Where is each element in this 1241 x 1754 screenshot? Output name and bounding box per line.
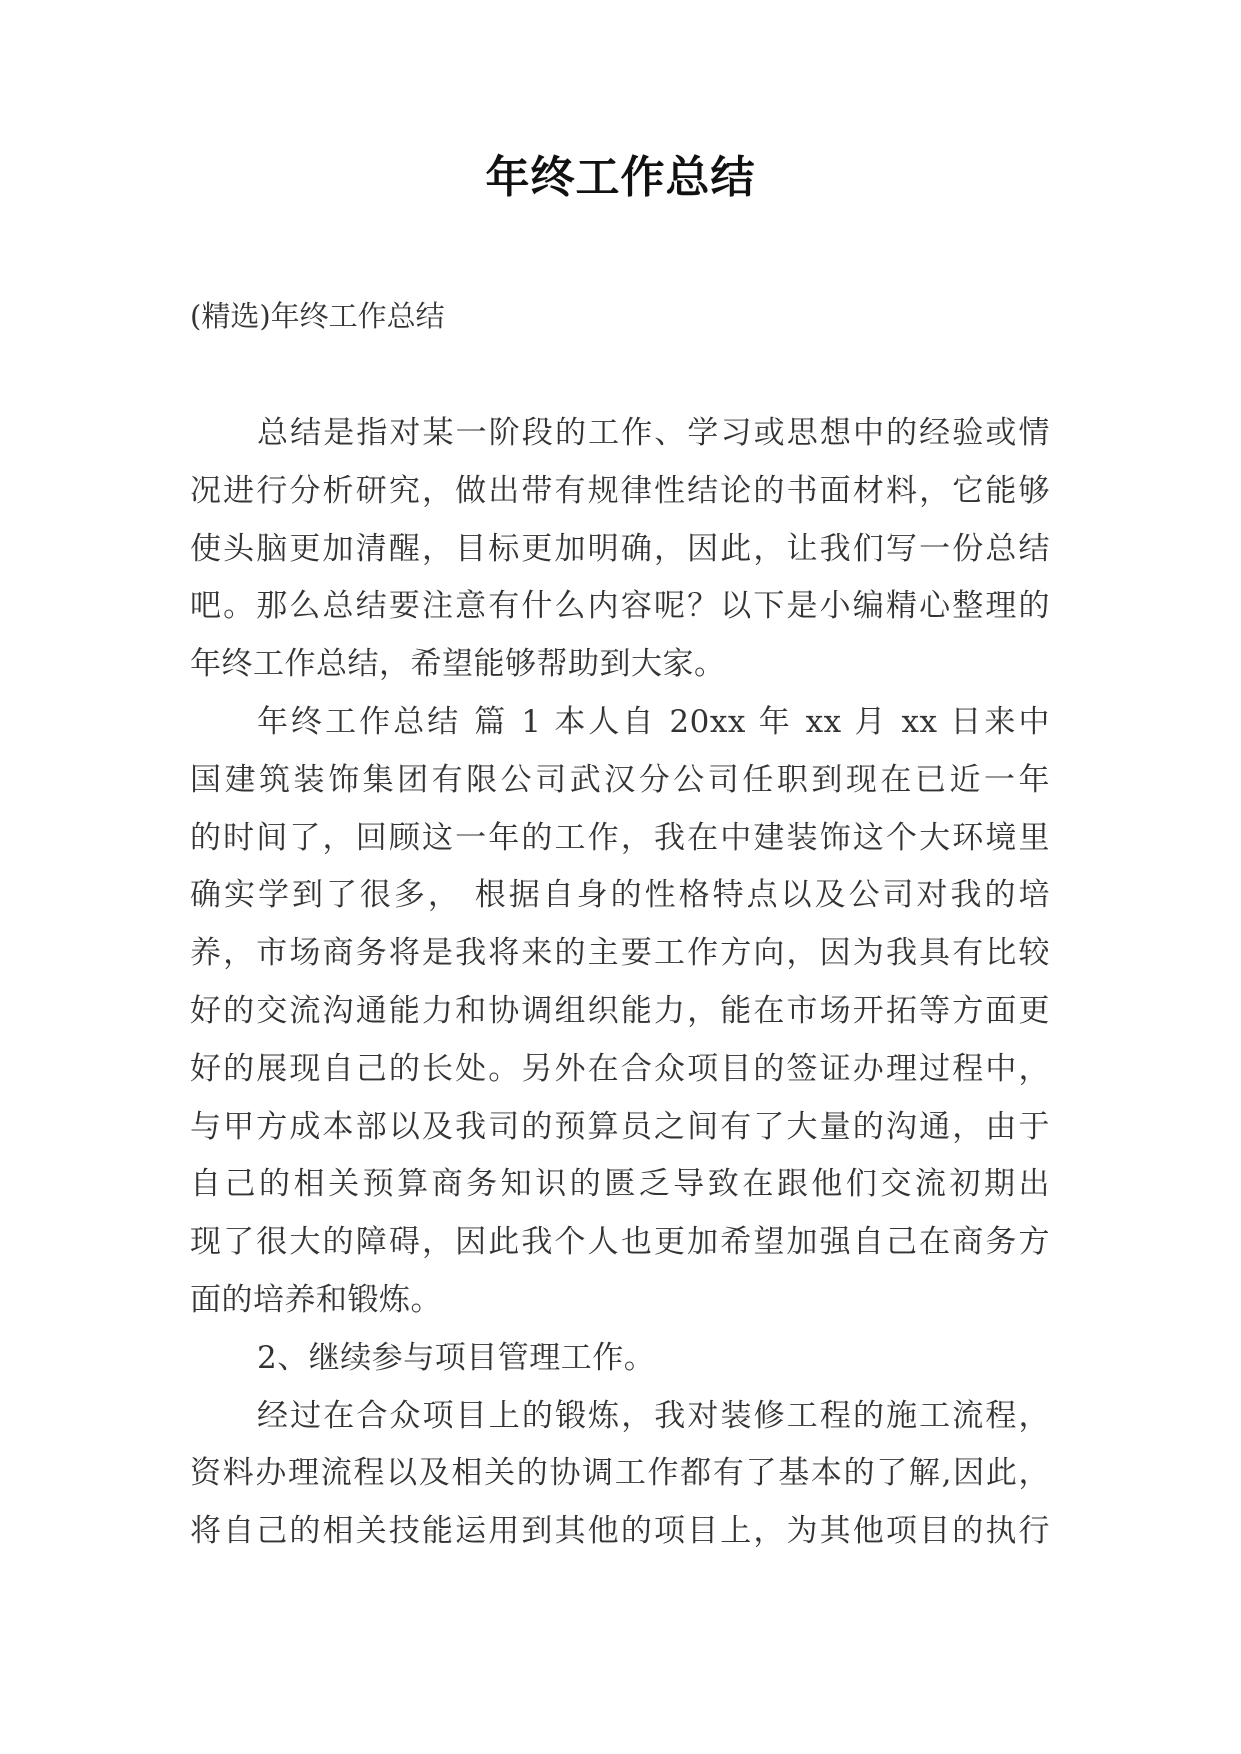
text-line: 面的培养和锻炼。 — [190, 1281, 442, 1318]
text-line: 确实学到了很多， 根据自身的性格特点以及公司对我的培 — [190, 877, 1050, 914]
text-line: 经过在合众项目上的锻炼，我对装修工程的施工流程， — [257, 1397, 1050, 1434]
document-body — [190, 405, 1050, 1561]
text-line: 资料办理流程以及相关的协调工作都有了基本的了解,因此， — [190, 1455, 1050, 1492]
document-subtitle: (精选)年终工作总结 — [190, 299, 445, 333]
text-line: 养，市场商务将是我将来的主要工作方向，因为我具有比较 — [190, 935, 1050, 972]
text-line: 总结是指对某一阶段的工作、学习或思想中的经验或情 — [257, 415, 1050, 451]
text-line: 好的展现自己的长处。另外在合众项目的签证办理过程中， — [190, 1050, 1050, 1087]
text-line: 况进行分析研究，做出带有规律性结论的书面材料，它能够 — [190, 472, 1050, 509]
document-title: 年终工作总结 — [485, 152, 756, 203]
text-line: 自己的相关预算商务知识的匮乏导致在跟他们交流初期出 — [190, 1166, 1050, 1203]
text-line: 吧。那么总结要注意有什么内容呢？以下是小编精心整理的 — [190, 588, 1050, 625]
text-line: 使头脑更加清醒，目标更加明确，因此，让我们写一份总结 — [190, 530, 1050, 567]
text-line: 的时间了，回顾这一年的工作，我在中建装饰这个大环境里 — [190, 819, 1050, 856]
text-line: 将自己的相关技能运用到其他的项目上，为其他项目的执行 — [190, 1513, 1050, 1550]
text-line: 国建筑装饰集团有限公司武汉分公司任职到现在已近一年 — [190, 761, 1050, 798]
text-line: 现了很大的障碍，因此我个人也更加希望加强自己在商务方 — [190, 1224, 1050, 1261]
text-line: 好的交流沟通能力和协调组织能力，能在市场开拓等方面更 — [190, 992, 1050, 1029]
text-line: 与甲方成本部以及我司的预算员之间有了大量的沟通，由于 — [190, 1108, 1050, 1145]
text-line: 年终工作总结，希望能够帮助到大家。 — [190, 646, 726, 683]
text-line: 年终工作总结 篇 1 本人自 20xx 年 xx 月 xx 日来中 — [257, 703, 1050, 740]
text-line: 2、继续参与项目管理工作。 — [257, 1339, 656, 1376]
